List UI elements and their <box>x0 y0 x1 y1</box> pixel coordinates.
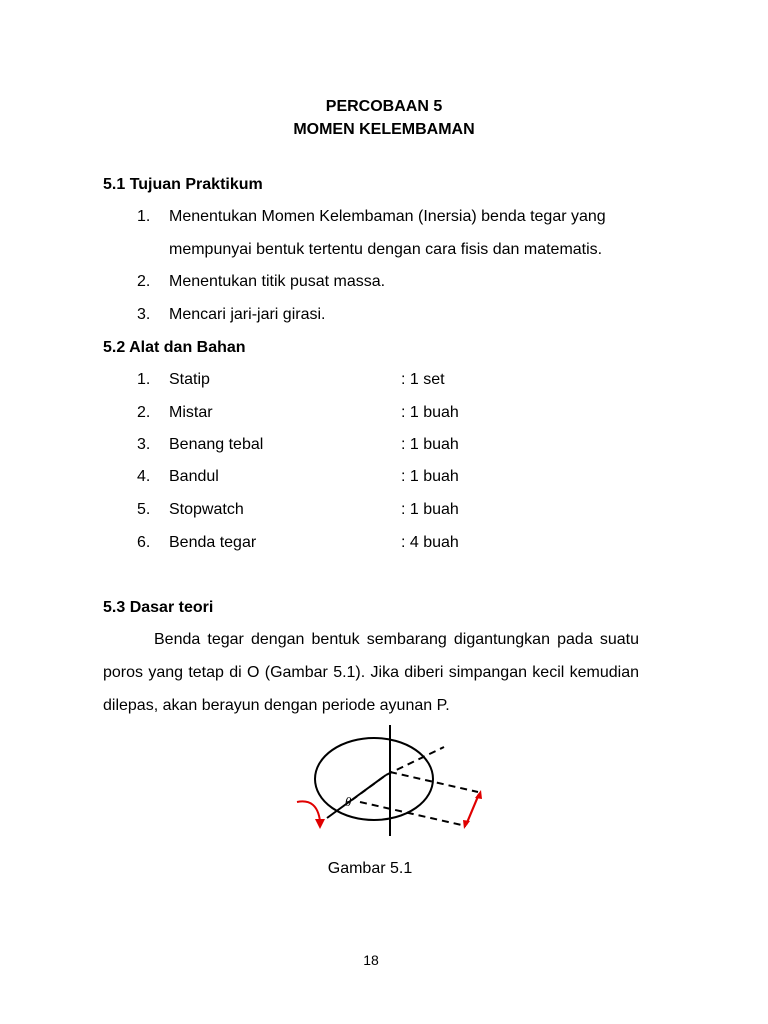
section-heading-tujuan: 5.1 Tujuan Praktikum <box>103 176 263 193</box>
item-number: 1. <box>137 371 151 388</box>
item-number: 5. <box>137 501 151 518</box>
arm-extension-dashed <box>386 747 444 775</box>
document-title: PERCOBAAN 5 <box>325 98 443 115</box>
equipment-row <box>0 371 768 391</box>
rotation-arrow <box>297 801 320 821</box>
equipment-name: Mistar <box>169 404 213 421</box>
projection-top-dashed <box>390 772 478 792</box>
item-text: Menentukan Momen Kelembaman (Inersia) benda tegar yang <box>169 208 606 225</box>
item-number: 4. <box>137 468 151 485</box>
equipment-row <box>0 436 768 456</box>
page-number: 18 <box>363 952 379 968</box>
document-subtitle: MOMEN KELEMBAMAN <box>293 121 475 138</box>
rotation-arrow-head <box>315 819 325 829</box>
equipment-row <box>0 468 768 488</box>
theory-paragraph: Benda tegar dengan bentuk sembarang digantungkan pada suatu poros yang tetap di O (Gambar 5.1). Jika diberi simpangan kecil kemudian dilepas, akan berayun dengan periode ayunan P. <box>103 631 639 714</box>
item-number: 1. <box>137 208 151 225</box>
item-number: 2. <box>137 404 151 421</box>
item-number: 3. <box>137 436 151 453</box>
item-text: Mencari jari-jari girasi. <box>169 306 326 323</box>
equipment-quantity: : 1 buah <box>401 501 459 518</box>
list-item <box>0 273 768 293</box>
equipment-quantity: : 1 buah <box>401 404 459 421</box>
equipment-name: Stopwatch <box>169 501 244 518</box>
item-number: 6. <box>137 534 151 551</box>
equipment-name: Benang tebal <box>169 436 264 453</box>
equipment-quantity: : 1 set <box>401 371 445 388</box>
equipment-quantity: : 4 buah <box>401 534 459 551</box>
item-number: 2. <box>137 273 151 290</box>
item-text: mempunyai bentuk tertentu dengan cara fisis dan matematis. <box>169 241 603 258</box>
pendulum-diagram <box>285 722 495 842</box>
section-heading-dasar-teori: 5.3 Dasar teori <box>103 599 214 616</box>
item-number: 3. <box>137 306 151 323</box>
rigid-body-ellipse <box>315 738 433 820</box>
list-item <box>0 208 768 228</box>
equipment-name: Benda tegar <box>169 534 257 551</box>
displacement-arrow <box>466 794 479 825</box>
list-item-continuation <box>0 241 768 261</box>
projection-bottom-dashed <box>360 802 466 826</box>
equipment-quantity: : 1 buah <box>401 468 459 485</box>
figure-caption: Gambar 5.1 <box>327 860 413 877</box>
equipment-row <box>0 501 768 521</box>
item-text: Menentukan titik pusat massa. <box>169 273 386 290</box>
equipment-name: Statip <box>169 371 210 388</box>
arrow-head-bottom <box>463 820 470 829</box>
theta-label: θ <box>345 794 352 809</box>
equipment-quantity: : 1 buah <box>401 436 459 453</box>
equipment-row <box>0 534 768 554</box>
equipment-row <box>0 404 768 424</box>
list-item <box>0 306 768 326</box>
equipment-name: Bandul <box>169 468 219 485</box>
section-heading-alat: 5.2 Alat dan Bahan <box>103 339 246 356</box>
